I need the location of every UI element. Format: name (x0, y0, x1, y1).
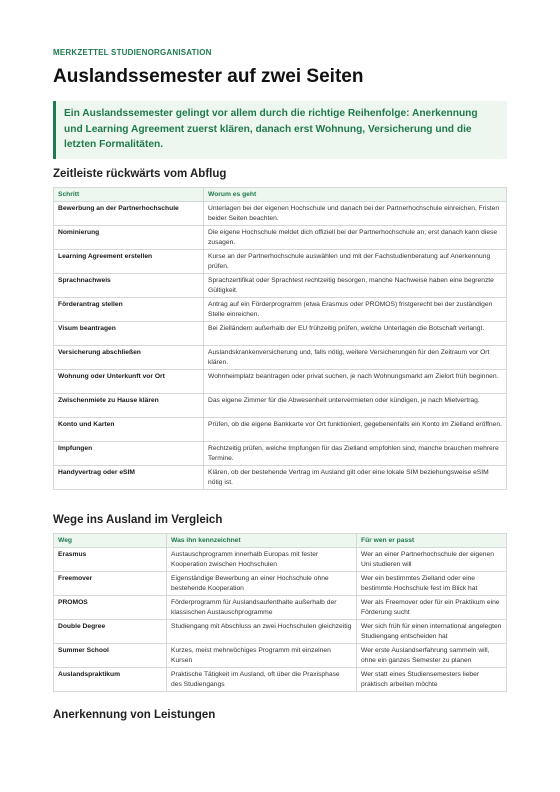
row-label-cell: Nominierung (54, 226, 204, 250)
table-cell: Wer statt eines Studiensemesters lieber praktisch arbeiten möchte (357, 668, 507, 692)
table-cell: Kurzes, meist mehrwöchiges Programm mit einzelnen Kursen (167, 644, 357, 668)
table-cell: Eigenständige Bewerbung an einer Hochschule ohne bestehende Kooperation (167, 572, 357, 596)
row-label-cell: Freemover (54, 572, 167, 596)
row-label-cell: Konto und Karten (54, 418, 204, 442)
column-header: Für wen er passt (357, 534, 507, 548)
page-title: Auslandssemester auf zwei Seiten (53, 66, 364, 87)
table-cell: Auslandskrankenversicherung und, falls nötig, weitere Versicherungen für den Zeitraum vor Ort klären. (204, 346, 507, 370)
table-cell: Wer als Freemover oder für ein Praktikum eine Förderung sucht (357, 596, 507, 620)
table-row (54, 596, 507, 620)
column-header: Weg (54, 534, 167, 548)
table-cell: Prüfen, ob die eigene Bankkarte vor Ort funktioniert, gegebenenfalls ein Konto im Zielland eröffnen. (204, 418, 507, 442)
row-label-cell: Zwischenmiete zu Hause klären (54, 394, 204, 418)
table-cell: Antrag auf ein Förderprogramm (etwa Erasmus oder PROMOS) fristgerecht bei der zuständigen Stelle einreichen. (204, 298, 507, 322)
row-label-cell: Handyvertrag oder eSIM (54, 466, 204, 490)
row-label-cell: Visum beantragen (54, 322, 204, 346)
recognition-heading: Anerkennung von Leistungen (53, 709, 216, 721)
row-label-cell: Impfungen (54, 442, 204, 466)
timeline-heading: Zeitleiste rückwärts vom Abflug (53, 168, 227, 180)
table-row (54, 322, 507, 346)
table-cell: Die eigene Hochschule meldet dich offiziell bei der Partnerhochschule an, erst danach kann diese zusagen. (204, 226, 507, 250)
table-cell: Kurse an der Partnerhochschule auswählen und mit der Fachstudienberatung auf Anerkennung prüfen. (204, 250, 507, 274)
table-row (54, 442, 507, 466)
table-cell: Wohnheimplatz beantragen oder privat suchen, je nach Wohnungsmarkt am Zielort früh beginnen. (204, 370, 507, 394)
timeline-table (53, 187, 507, 490)
column-header: Was ihn kennzeichnet (167, 534, 357, 548)
table-row (54, 668, 507, 692)
table-cell: Wer erste Auslandserfahrung sammeln will, ohne ein ganzes Semester zu planen (357, 644, 507, 668)
table-row (54, 370, 507, 394)
table-cell: Klären, ob der bestehende Vertrag im Ausland gilt oder eine lokale SIM beziehungsweise eSIM nötig ist. (204, 466, 507, 490)
routes-rows (54, 548, 507, 692)
row-label-cell: Wohnung oder Unterkunft vor Ort (54, 370, 204, 394)
column-header: Worum es geht (204, 188, 507, 202)
table-row (54, 394, 507, 418)
table-row (54, 298, 507, 322)
table-header-row (54, 188, 507, 202)
row-label-cell: Versicherung abschließen (54, 346, 204, 370)
table-row (54, 644, 507, 668)
row-label-cell: Sprachnachweis (54, 274, 204, 298)
document-kicker: MERKZETTEL STUDIENORGANISATION (53, 48, 212, 57)
routes-table (53, 533, 507, 692)
table-row (54, 466, 507, 490)
table-row (54, 548, 507, 572)
table-row (54, 202, 507, 226)
table-cell: Das eigene Zimmer für die Abwesenheit untervermieten oder kündigen, je nach Mietvertrag. (204, 394, 507, 418)
table-cell: Förderprogramm für Auslandsaufenthalte außerhalb der klassischen Austauschprogramme (167, 596, 357, 620)
routes-heading: Wege ins Ausland im Vergleich (53, 514, 223, 526)
table-row (54, 620, 507, 644)
row-label-cell: Learning Agreement erstellen (54, 250, 204, 274)
table-row (54, 226, 507, 250)
table-cell: Unterlagen bei der eigenen Hochschule und danach bei der Partnerhochschule einreichen, Fristen beider Seiten beachten. (204, 202, 507, 226)
table-cell: Wer ein bestimmtes Zielland oder eine bestimmte Hochschule fest im Blick hat (357, 572, 507, 596)
table-row (54, 250, 507, 274)
table-cell: Wer an einer Partnerhochschule der eigenen Uni studieren will (357, 548, 507, 572)
summary-callout: Ein Auslandssemester gelingt vor allem durch die richtige Reihenfolge: Anerkennung und Learning Agreement zuerst klären, danach erst Wohnung, Versicherung und die letzten Formalitäten. (53, 101, 507, 159)
table-row (54, 274, 507, 298)
row-label-cell: Summer School (54, 644, 167, 668)
table-row (54, 346, 507, 370)
table-cell: Sprachzertifikat oder Sprachtest rechtzeitig besorgen, manche Nachweise haben eine begrenzte Gültigkeit. (204, 274, 507, 298)
table-cell: Praktische Tätigkeit im Ausland, oft über die Praxisphase des Studiengangs (167, 668, 357, 692)
row-label-cell: Erasmus (54, 548, 167, 572)
table-row (54, 418, 507, 442)
row-label-cell: Bewerbung an der Partnerhochschule (54, 202, 204, 226)
row-label-cell: Auslandspraktikum (54, 668, 167, 692)
table-cell: Bei Zielländern außerhalb der EU frühzeitig prüfen, welche Unterlagen die Botschaft verlangt. (204, 322, 507, 346)
column-header: Schritt (54, 188, 204, 202)
table-cell: Studiengang mit Abschluss an zwei Hochschulen gleichzeitig (167, 620, 357, 644)
row-label-cell: Double Degree (54, 620, 167, 644)
table-row (54, 572, 507, 596)
timeline-rows (54, 202, 507, 490)
table-header-row (54, 534, 507, 548)
table-cell: Austauschprogramm innerhalb Europas mit fester Kooperation zwischen Hochschulen (167, 548, 357, 572)
row-label-cell: PROMOS (54, 596, 167, 620)
table-cell: Wer sich früh für einen international angelegten Studiengang entscheiden hat (357, 620, 507, 644)
table-cell: Rechtzeitig prüfen, welche Impfungen für das Zielland empfohlen sind, manche brauchen mehrere Termine. (204, 442, 507, 466)
row-label-cell: Förderantrag stellen (54, 298, 204, 322)
